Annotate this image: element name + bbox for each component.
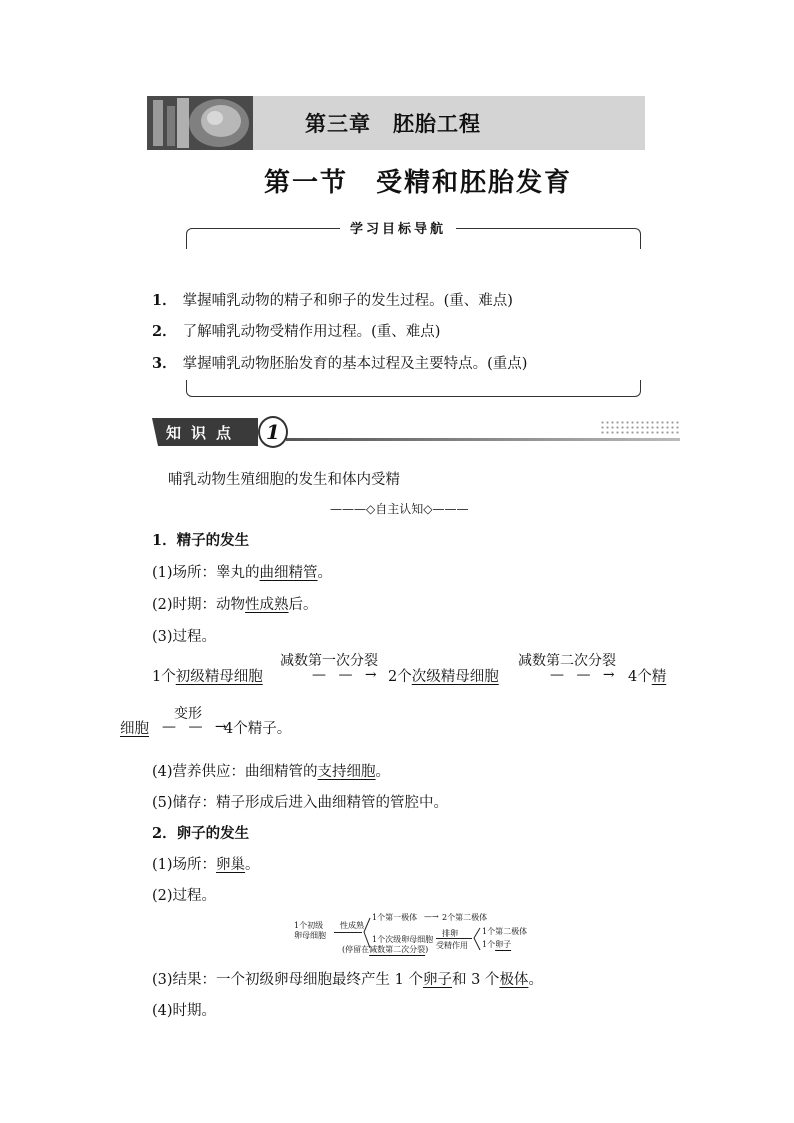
egg-place-suffix: 。 xyxy=(245,857,260,873)
dg-start-b: 卵母细胞 xyxy=(294,931,326,940)
dg-lower-line xyxy=(436,938,472,939)
egg-time: (4)时期。 xyxy=(152,1003,217,1019)
step3-answer-b: 细胞 xyxy=(120,721,149,737)
dg-upper-result: 2个第二极体 xyxy=(442,913,488,922)
sperm-time-answer: 性成熟 xyxy=(245,597,289,613)
dg-lower: 1个次级卵母细胞 xyxy=(372,935,434,944)
arrow2: — — → xyxy=(550,667,619,683)
egg-result-suffix: 。 xyxy=(528,972,543,988)
sperm-time xyxy=(152,593,318,614)
knowledge-point-dots xyxy=(600,420,680,436)
sperm-step-2 xyxy=(388,665,499,686)
chapter-title: 第三章 胚胎工程 xyxy=(305,111,481,136)
objective-item xyxy=(152,289,513,310)
dg-line xyxy=(334,932,362,933)
knowledge-point-label: 知识点 xyxy=(166,424,242,442)
sperm-time-prefix: (2)时期：动物 xyxy=(152,597,246,613)
objective-number: 1． xyxy=(152,292,177,309)
objective-text: 了解哺乳动物受精作用过程。(重、难点) xyxy=(182,324,441,340)
knowledge-point-number: 1 xyxy=(258,416,288,448)
step2-answer: 次级精母细胞 xyxy=(411,669,499,685)
objective-item xyxy=(152,320,440,341)
arrow2-label: 减数第二次分裂 xyxy=(518,653,616,669)
chapter-banner-image xyxy=(147,96,253,150)
nutrition-answer: 支持细胞 xyxy=(317,764,376,780)
dg-lower-arrow-a: 排卵 xyxy=(442,929,458,938)
self-study-divider: ———◇自主认知◇——— xyxy=(330,502,469,516)
sperm-step-1 xyxy=(152,665,263,686)
sperm-place-suffix: 。 xyxy=(317,565,333,581)
arrow3-label: 变形 xyxy=(174,706,202,722)
dg-result-b-answer: 卵子 xyxy=(495,940,512,949)
dg-note-b: 减数第二次分裂 xyxy=(369,945,426,954)
egg-place xyxy=(152,853,260,874)
nutrition-suffix: 。 xyxy=(375,764,391,780)
section-title: 第一节 受精和胚胎发育 xyxy=(264,168,573,198)
arrow1-label: 减数第一次分裂 xyxy=(280,653,378,669)
dg-upper-arrow: —→ xyxy=(424,912,439,921)
objective-item xyxy=(152,352,527,373)
arrow1: — — → xyxy=(312,667,381,683)
egg-result-mid: 和 3 个 xyxy=(451,972,500,988)
step3-answer-a: 精 xyxy=(651,669,667,685)
objective-text: 掌握哺乳动物胚胎发育的基本过程及主要特点。(重点) xyxy=(182,356,528,372)
dg-upper: 1个第一极体 xyxy=(372,913,418,922)
egg-result xyxy=(152,968,543,989)
nutrition-prefix: (4)营养供应：曲细精管的 xyxy=(152,764,318,780)
dg-lower-arrow-b: 受精作用 xyxy=(436,941,468,950)
sperm-heading: 1．精子的发生 xyxy=(152,532,250,549)
dg-note-c: ) xyxy=(425,945,429,954)
sperm-place-answer: 曲细精管 xyxy=(259,565,318,581)
arrow3: — — → xyxy=(162,719,231,735)
objective-number: 2． xyxy=(152,323,177,340)
step2-prefix: 2个 xyxy=(388,669,412,685)
dg-brace2-icon xyxy=(472,926,482,952)
sperm-time-suffix: 后。 xyxy=(288,597,318,613)
dg-result-b xyxy=(482,939,511,950)
objectives-box-bottom xyxy=(186,380,641,397)
egg-place-prefix: (1)场所： xyxy=(152,857,217,873)
sperm-step-3b xyxy=(120,717,149,738)
dg-start-a: 1个初级 xyxy=(294,921,324,930)
dg-arrow-label: 性成熟 xyxy=(340,921,364,930)
sperm-nutrition xyxy=(152,760,390,781)
oocyte-diagram xyxy=(290,908,540,956)
egg-result-prefix: (3)结果：一个初级卵母细胞最终产生 1 个 xyxy=(152,972,423,988)
egg-heading: 2．卵子的发生 xyxy=(152,825,250,842)
sperm-step-3 xyxy=(628,665,666,686)
embryo-photo-icon xyxy=(147,96,253,150)
objective-text: 掌握哺乳动物的精子和卵子的发生过程。(重、难点) xyxy=(182,293,513,309)
objective-number: 3． xyxy=(152,355,177,372)
objectives-heading: 学习目标导航 xyxy=(340,218,456,237)
knowledge-point-rule xyxy=(286,438,680,441)
sperm-process: (3)过程。 xyxy=(152,629,217,645)
sperm-place xyxy=(152,561,332,582)
dg-note-a: (停留在 xyxy=(342,945,370,954)
dg-result-a: 1个第二极体 xyxy=(482,927,528,936)
step1-prefix: 1个 xyxy=(152,669,176,685)
egg-result-answer1: 卵子 xyxy=(422,972,452,988)
dg-result-b-prefix: 1个 xyxy=(482,940,496,949)
sperm-storage: (5)储存：精子形成后进入曲细精管的管腔中。 xyxy=(152,795,449,811)
egg-process: (2)过程。 xyxy=(152,888,217,904)
topic-title: 哺乳动物生殖细胞的发生和体内受精 xyxy=(168,472,400,488)
step3-prefix: 4个 xyxy=(628,669,652,685)
step1-answer: 初级精母细胞 xyxy=(175,669,263,685)
sperm-place-prefix: (1)场所：睾丸的 xyxy=(152,565,260,581)
dg-lower-note xyxy=(342,944,428,955)
sperm-step-4: 4个精子。 xyxy=(224,721,292,737)
egg-result-answer2: 极体 xyxy=(499,972,529,988)
egg-place-answer: 卵巢 xyxy=(216,857,246,873)
